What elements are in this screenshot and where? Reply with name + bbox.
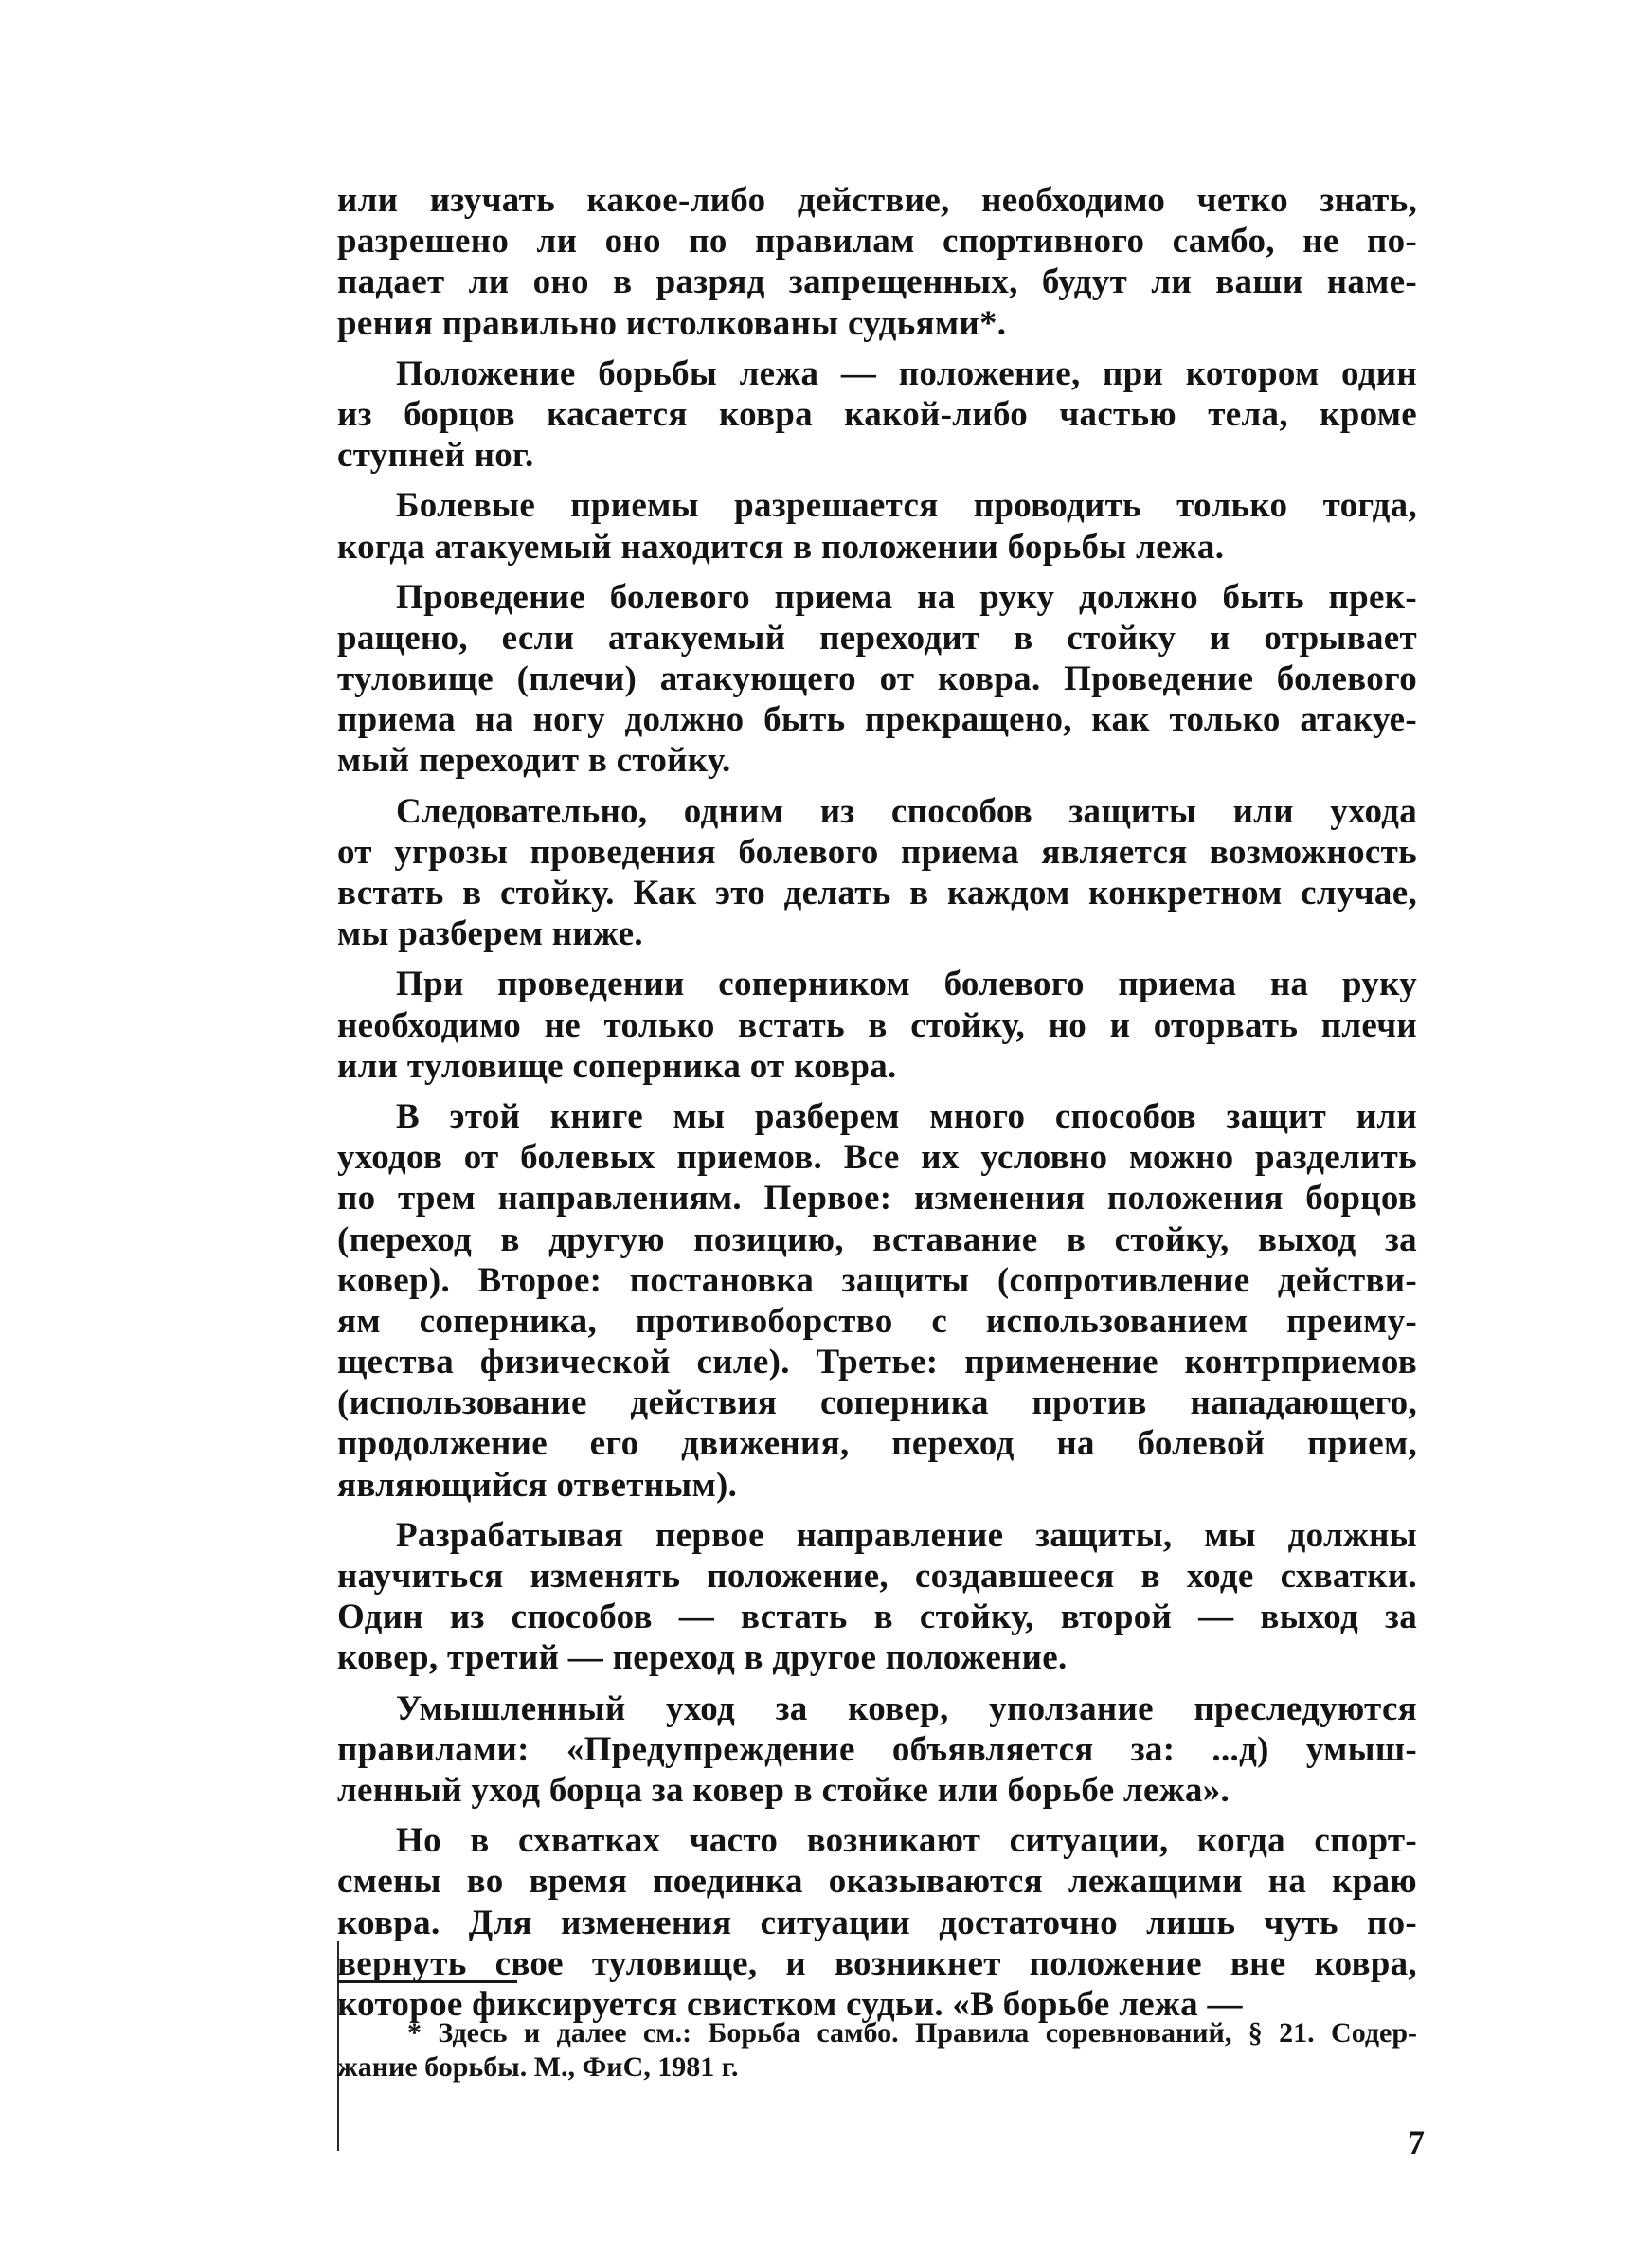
footnote-line: * Здесь и далее см.: Борьба самбо. Правила соревнований, § 21. Содер- bbox=[407, 2017, 1417, 2049]
text-line: от угрозы проведения болевого приема является возможность bbox=[337, 832, 1417, 872]
text-line: правилами: «Предупреждение объявляется за: ...д) умыш- bbox=[337, 1729, 1417, 1769]
text-line: щества физической силе). Третье: применение контрприемов bbox=[337, 1343, 1417, 1382]
paragraph bbox=[337, 577, 1417, 782]
text-line: Следовательно, одним из способов защиты или ухода bbox=[396, 791, 1417, 831]
text-line: (переход в другую позицию, вставание в стойку, выход за bbox=[337, 1219, 1417, 1259]
text-line: Но в схватках часто возникают ситуации, когда спорт- bbox=[396, 1821, 1417, 1861]
text-line: Положение борьбы лежа — положение, при котором один bbox=[396, 353, 1417, 393]
text-line: ковер, третий — переход в другое положение. bbox=[337, 1638, 1068, 1678]
footnote-line: жание борьбы. М., ФиС, 1981 г. bbox=[337, 2051, 739, 2083]
text-line: когда атакуемый находится в положении борьбы лежа. bbox=[337, 527, 1225, 567]
text-line: продолжение его движения, переход на болевой прием, bbox=[337, 1424, 1417, 1464]
text-line: приема на ногу должно быть прекращено, как только атакуе- bbox=[337, 700, 1417, 740]
text-line: Один из способов — встать в стойку, второй — выход за bbox=[337, 1598, 1417, 1637]
paragraph bbox=[337, 1515, 1417, 1679]
main-text bbox=[337, 180, 1417, 2025]
paragraph bbox=[337, 1688, 1417, 1812]
footnote-divider bbox=[337, 1980, 517, 1983]
text-line: рения правильно истолкованы судьями*. bbox=[337, 303, 1007, 343]
text-line: В этой книге мы разберем много способов защит или bbox=[396, 1096, 1417, 1136]
page-number: 7 bbox=[1408, 2123, 1425, 2161]
paragraph bbox=[337, 353, 1417, 477]
text-line: или туловище соперника от ковра. bbox=[337, 1046, 897, 1086]
text-line: по трем направлениям. Первое: изменения положения борцов bbox=[337, 1179, 1417, 1219]
text-line: которое фиксируется свистком судьи. «В борьбе лежа — bbox=[337, 1984, 1243, 2024]
text-line: из борцов касается ковра какой-либо частью тела, кроме bbox=[337, 394, 1417, 434]
text-line: мы разберем ниже. bbox=[337, 914, 643, 954]
text-line: или изучать какое-либо действие, необходимо четко знать, bbox=[337, 181, 1417, 220]
text-line: необходимо не только встать в стойку, но и оторвать плечи bbox=[337, 1005, 1417, 1045]
paragraph bbox=[337, 1820, 1417, 2025]
text-line: туловище (плечи) атакующего от ковра. Проведение болевого bbox=[337, 659, 1417, 699]
text-line: Умышленный уход за ковер, уползание преследуются bbox=[396, 1688, 1417, 1728]
text-line: ращено, если атакуемый переходит в стойку и отрывает bbox=[337, 618, 1417, 658]
text-line: научиться изменять положение, создавшееся в ходе схватки. bbox=[337, 1557, 1417, 1596]
text-line: встать в стойку. Как это делать в каждом конкретном случае, bbox=[337, 874, 1417, 912]
text-line: разрешено ли оно по правилам спортивного самбо, не по- bbox=[337, 222, 1417, 262]
text-line: При проведении соперником болевого приема на руку bbox=[396, 965, 1417, 1004]
text-line: Проведение болевого приема на руку должно быть прек- bbox=[396, 577, 1417, 617]
text-line: Разрабатывая первое направление защиты, мы должны bbox=[396, 1515, 1417, 1555]
text-line: смены во время поединка оказываются лежащими на краю bbox=[337, 1862, 1417, 1902]
text-line: ям соперника, противоборство с использованием преиму- bbox=[337, 1301, 1417, 1341]
text-line: ковра. Для изменения ситуации достаточно лишь чуть по- bbox=[337, 1903, 1417, 1942]
text-line: (использование действия соперника против нападающего, bbox=[337, 1383, 1417, 1423]
paragraph bbox=[337, 791, 1417, 955]
text-line: мый переходит в стойку. bbox=[337, 741, 731, 781]
paragraph bbox=[337, 180, 1417, 344]
text-line: ленный уход борца за ковер в стойке или борьбе лежа». bbox=[337, 1770, 1230, 1810]
text-line: падает ли оно в разряд запрещенных, будут ли ваши наме- bbox=[337, 262, 1417, 302]
text-line: ступней ног. bbox=[337, 436, 534, 476]
text-line: вернуть свое туловище, и возникнет положение вне ковра, bbox=[337, 1943, 1417, 1983]
text-line: являющийся ответным). bbox=[337, 1465, 738, 1505]
text-line: ковер). Второе: постановка защиты (сопротивление действи- bbox=[337, 1260, 1417, 1300]
footnote bbox=[337, 2016, 1417, 2085]
paragraph bbox=[337, 485, 1417, 567]
paragraph bbox=[337, 1096, 1417, 1506]
paragraph bbox=[337, 964, 1417, 1087]
text-line: уходов от болевых приемов. Все их условно можно разделить bbox=[337, 1138, 1417, 1178]
text-line: Болевые приемы разрешается проводить только тогда, bbox=[396, 486, 1417, 526]
